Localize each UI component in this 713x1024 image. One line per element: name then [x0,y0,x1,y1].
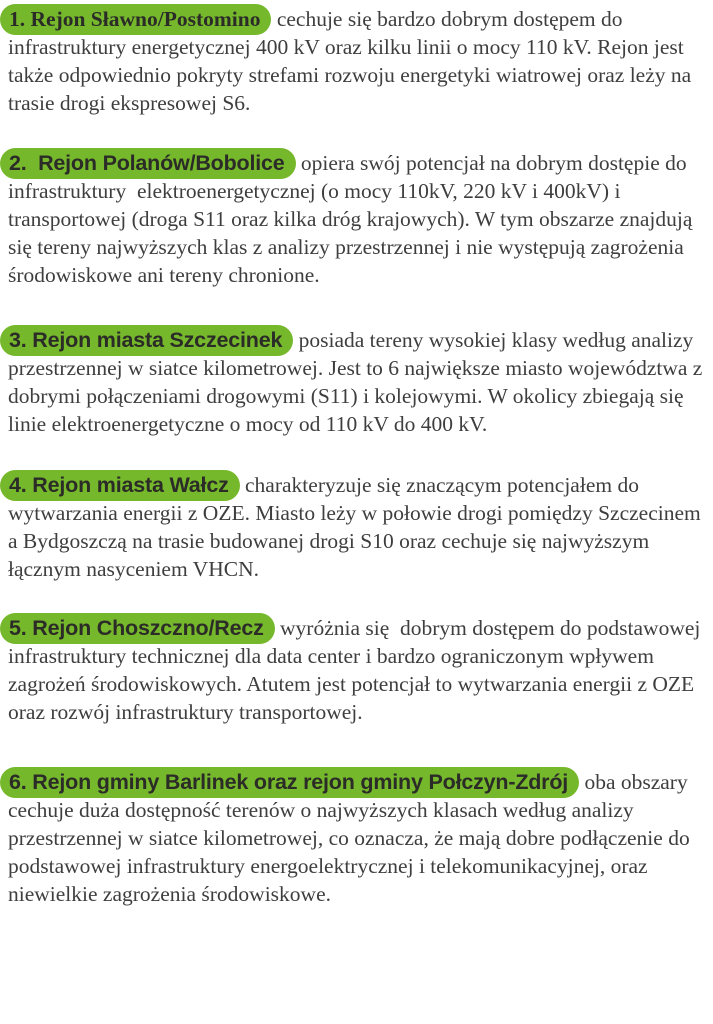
region-paragraph-2 [8,149,705,289]
region-2-heading-highlight: 2. Rejon Polanów/Bobolice [0,148,296,179]
region-1-body: cechuje się bardzo dobrym dostępem do infrastruktury energetycznej 400 kV oraz kilku linii o mocy 110 kV. Rejon jest także odpowiednio pokryty strefami rozwoju energetyki wiatrowej oraz leży na trasie drogi ekspresowej S6. [8,7,697,115]
region-5-heading-highlight: 5. Rejon Choszczno/Recz [0,613,275,644]
region-4-body: charakteryzuje się znaczącym potencjałem do wytwarzania energii z OZE. Miasto leży w połowie drogi pomiędzy Szczecinem a Bydgoszczą na trasie budowanej drogi S10 oraz cechuje się najwyższym łącznym nasyceniem VHCN. [8,473,707,581]
region-6-body: oba obszary cechuje duża dostępność terenów o najwyższych klasach według analizy przestrzennej w siatce kilometrowej, co oznacza, że mają dobre podłączenie do podstawowej infrastruktury energoelektrycznej i telekomunikacyjnej, oraz niewielkie zagrożenia środowiskowe. [8,770,696,906]
region-4-heading-highlight: 4. Rejon miasta Wałcz [0,470,240,501]
region-paragraph-3 [8,326,708,438]
region-paragraph-4 [8,471,705,583]
region-3-heading-highlight: 3. Rejon miasta Szczecinek [0,325,293,356]
region-6-heading-highlight: 6. Rejon gminy Barlinek oraz rejon gminy Połczyn-Zdrój [0,767,579,798]
region-paragraph-5 [8,614,705,726]
region-paragraph-6 [8,768,705,908]
region-3-body: posiada tereny wysokiej klasy według analizy przestrzennej w siatce kilometrowej. Jest to 6 największe miasto województwa z dobrymi połączeniami drogowymi (S11) i kolejowymi. W okolicy zbiegają się linie elektroenergetyczne o mocy od 110 kV do 400 kV. [8,328,708,436]
region-1-heading-highlight: 1. Rejon Sławno/Postomino [0,4,271,35]
region-paragraph-1 [8,5,705,117]
region-5-body: wyróżnia się dobrym dostępem do podstawowej infrastruktury technicznej dla data center i bardzo ograniczonym wpływem zagrożeń środowiskowych. Atutem jest potencjał to wytwarzania energii z OZE oraz rozwój infrastruktury transportowej. [8,616,706,724]
region-2-body: opiera swój potencjał na dobrym dostępie do infrastruktury elektroenergetycznej (o mocy 110kV, 220 kV i 400kV) i transportowej (droga S11 oraz kilka dróg krajowych). W tym obszarze znajdują się tereny najwyższych klas z analizy przestrzennej i nie występują zagrożenia środowiskowe ani tereny chronione. [8,151,698,287]
